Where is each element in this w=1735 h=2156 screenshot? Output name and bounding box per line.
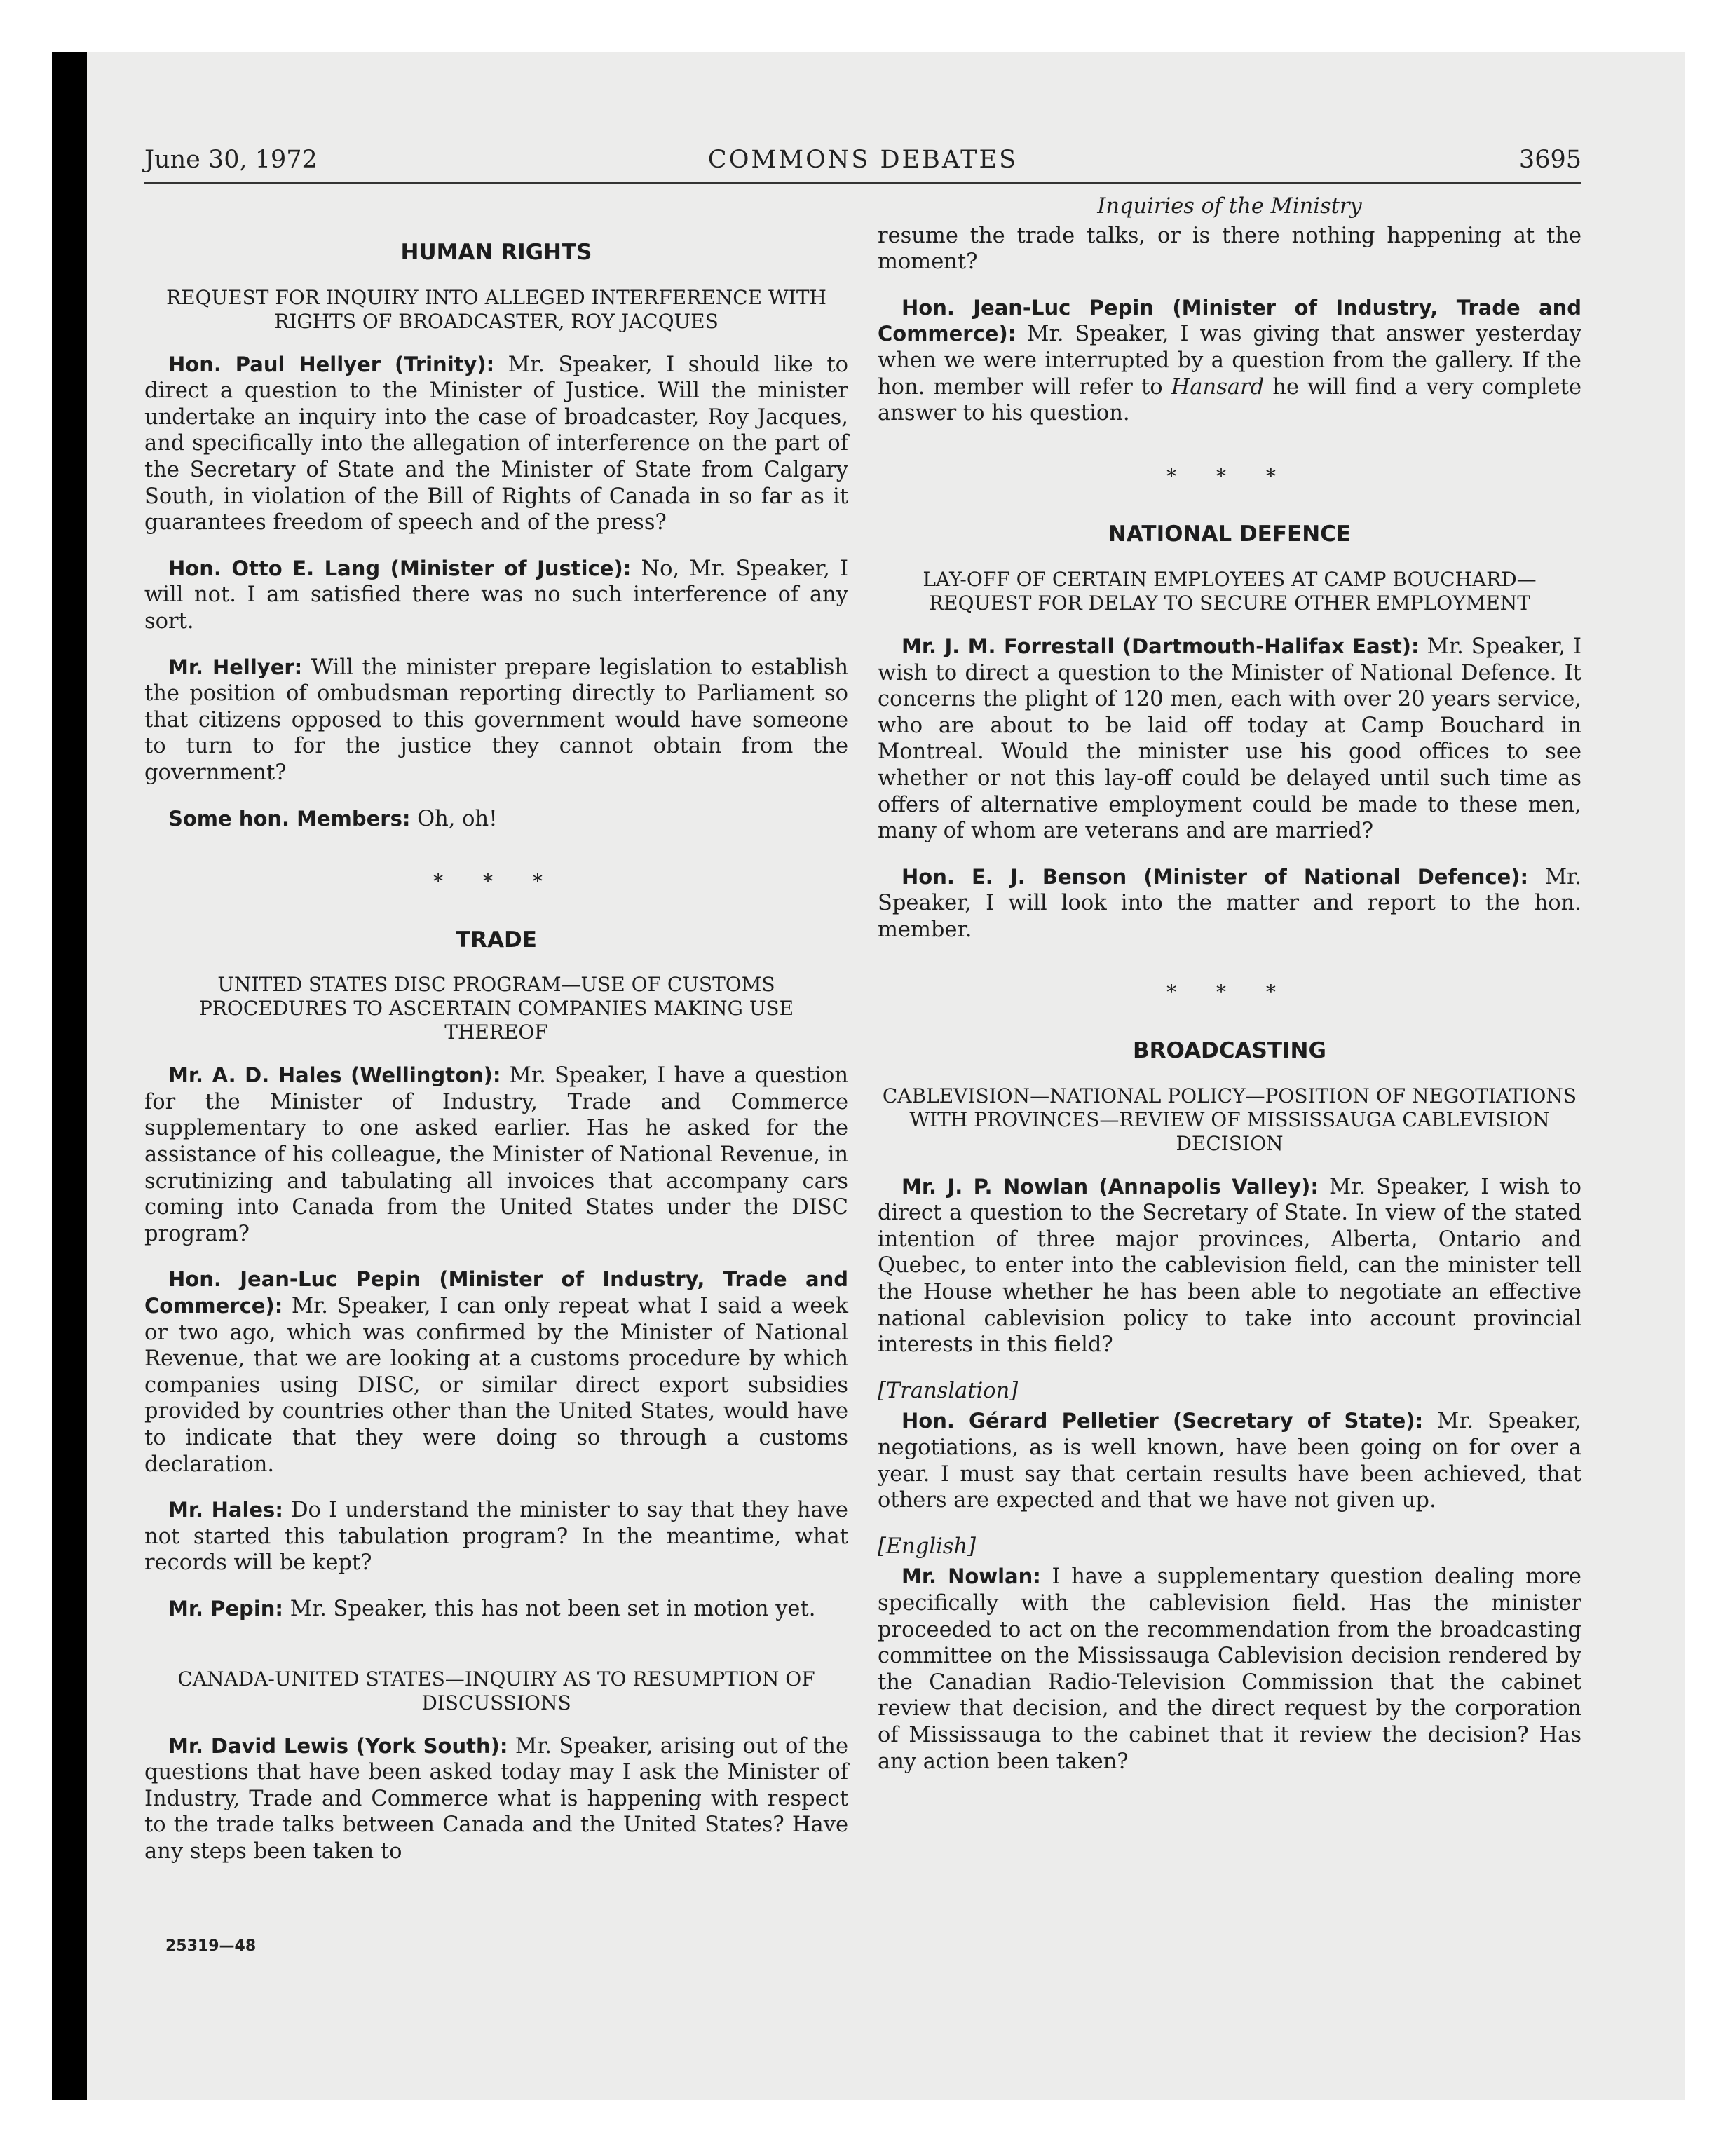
speech-text: Oh, oh! [410,806,498,831]
speech-paragraph [144,1596,848,1623]
section-heading: TRADE [456,927,537,953]
section-separator: * * * [1166,981,1293,1004]
speaker-name: Mr. David Lewis (York South): [168,1733,508,1758]
speaker-name: Hon. Jean-Luc Pepin (Minister of Industry, Trade and Commerce): [878,295,1581,346]
section-separator: * * * [433,870,559,894]
speaker-name: Mr. Nowlan: [901,1564,1041,1589]
speaker-name: Some hon. Members: [168,806,411,831]
speaker-name: Mr. A. D. Hales (Wellington): [168,1063,501,1088]
page-number: 3695 [1518,146,1581,174]
speech-paragraph [878,1408,1581,1513]
speech-paragraph [878,295,1581,427]
speech-paragraph [878,864,1581,943]
speech-text: Will the minister prepare legislation to establish the position of ombudsman reporting directly to Parliament so that citizens opposed to this government would have someone to turn to for the justice they cannot obtain from the government? [144,655,848,785]
scan-edge-shadow [52,52,87,2100]
speech-paragraph [878,1564,1581,1775]
speech-paragraph [144,1497,848,1576]
subsection-heading: LAY-OFF OF CERTAIN EMPLOYEES AT CAMP BOUCHARD—REQUEST FOR DELAY TO SECURE OTHER EMPLOYMENT [923,567,1537,615]
speech-paragraph [144,1063,848,1247]
language-tag: [English] [878,1534,977,1559]
page-header [144,146,1581,184]
speech-text: Mr. Speaker, I will look into the matter and report to the hon. member. [878,864,1581,942]
speech-paragraph [144,655,848,786]
subsection-heading: REQUEST FOR INQUIRY INTO ALLEGED INTERFERENCE WITH RIGHTS OF BROADCASTER, ROY JACQUES [166,285,826,333]
subsection-heading: UNITED STATES DISC PROGRAM—USE OF CUSTOMS PROCEDURES TO ASCERTAIN COMPANIES MAKING USE THEREOF [198,973,794,1044]
speaker-name: Mr. J. P. Nowlan (Annapolis Valley): [901,1174,1319,1199]
speech-text: Mr. Speaker, I should like to direct a question to the Minister of Justice. Will the minister undertake an inquiry into the case of broadcaster, Roy Jacques, and specifically into the allegation of interference on the part of the Secretary of State and the Minister of State from Calgary South, in violation of the Bill of Rights of Canada in so far as it guarantees freedom of speech and of the press? [144,352,848,535]
speech-text: he will find a very complete answer to his question. [878,374,1581,426]
section-heading: BROADCASTING [1133,1038,1326,1064]
left-column [144,193,848,1885]
speech-paragraph [144,1267,848,1478]
header-title: COMMONS DEBATES [707,146,1019,174]
speech-paragraph [144,1733,848,1865]
speaker-name: Mr. Pepin: [168,1596,284,1621]
right-column [878,193,1581,1794]
speech-text: Mr. Speaker, this has not been set in motion yet. [283,1596,816,1621]
speech-text: Mr. Speaker, I wish to direct a question to the Secretary of State. In view of the stated intention of three major provinces, Alberta, Ontario and Quebec, to enter into the cablevision field, can the minister tell the House whether he has been able to negotiate an effective national cablevision policy to take into account provincial interests in this field? [878,1174,1581,1358]
print-code: 25319—48 [165,1937,257,1955]
continued-paragraph: resume the trade talks, or is there nothing happening at the moment? [878,223,1581,275]
speaker-name: Mr. J. M. Forrestall (Dartmouth-Halifax East): [901,634,1420,658]
speech-text: No, Mr. Speaker, I will not. I am satisfied there was no such interference of any sort. [144,556,848,634]
speech-text: Mr. Speaker, I can only repeat what I said a week or two ago, which was confirmed by the Minister of National Revenue, that we are looking at a customs procedure by which companies using DISC, or similar direct export subsidies provided by countries other than the United States, would have to indicate that they were doing so through a customs declaration. [144,1294,848,1477]
speech-paragraph [144,806,848,833]
speech-paragraph [878,634,1581,845]
speech-paragraph [144,352,848,536]
subsection-heading: CABLEVISION—NATIONAL POLICY—POSITION OF NEGOTIATIONS WITH PROVINCES—REVIEW OF MISSISSAUGA CABLEVISION DECISION [882,1084,1577,1155]
speech-text: Do I understand the minister to say that they have not started this tabulation program? In the meantime, what records will be kept? [144,1498,848,1576]
section-heading: HUMAN RIGHTS [400,240,592,265]
speaker-name: Hon. Gérard Pelletier (Secretary of State): [901,1409,1424,1433]
running-head: Inquiries of the Ministry [1097,194,1362,219]
speech-text: Mr. Speaker, I was giving that answer yesterday when we were interrupted by a question from the gallery. If the hon. member will refer to [878,322,1581,400]
speech-text: Mr. Speaker, I wish to direct a question to the Minister of National Defence. It concerns the plight of 120 men, each with over 20 years service, who are about to be laid off today at Camp Bouchard in Montreal. Would the minister use his good offices to see whether or not this lay-off could be delayed until such time as offers of alternative employment could be made to these men, many of whom are veterans and are married? [878,634,1581,844]
speech-text: Mr. Speaker, arising out of the questions that have been asked today may I ask the Minister of Industry, Trade and Commerce what is happening with respect to the trade talks between Canada and the United States? Have any steps been taken to [144,1733,848,1864]
hansard-reference: Hansard [1171,374,1265,400]
section-separator: * * * [1166,464,1293,488]
speech-text: Mr. Speaker, I have a question for the Minister of Industry, Trade and Commerce supplementary to one asked earlier. Has he asked for the assistance of his colleague, the Minister of National Revenue, in scrutinizing and tabulating all invoices that accompany cars coming into Canada from the United States under the DISC program? [144,1063,848,1246]
speech-text: I have a supplementary question dealing more specifically with the cablevision field. Has the minister proceeded to act on the recommendation from the broadcasting committee on the Mississauga Cablevision decision rendered by the Canadian Radio-Television Commission that the cabinet review that decision, and the direct request by the corporation of Mississauga to the cabinet that it review the decision? Has any action been taken? [878,1564,1581,1774]
speech-text: Mr. Speaker, negotiations, as is well known, have been going on for over a year. I must say that certain results have been achieved, that others are expected and that we have not given up. [878,1409,1581,1513]
speech-paragraph [144,556,848,635]
section-heading: NATIONAL DEFENCE [1108,521,1352,547]
speaker-name: Mr. Hellyer: [168,655,303,679]
speech-paragraph [878,1174,1581,1358]
speaker-name: Hon. Otto E. Lang (Minister of Justice): [168,556,632,580]
speaker-name: Hon. E. J. Benson (Minister of National Defence): [901,864,1529,889]
speaker-name: Mr. Hales: [168,1498,283,1522]
speaker-name: Hon. Jean-Luc Pepin (Minister of Industry, Trade and Commerce): [144,1267,848,1318]
language-tag: [Translation] [878,1378,1019,1403]
subsection-heading: CANADA-UNITED STATES—INQUIRY AS TO RESUMPTION OF DISCUSSIONS [177,1667,815,1714]
speaker-name: Hon. Paul Hellyer (Trinity): [168,352,495,376]
header-date: June 30, 1972 [144,146,318,174]
